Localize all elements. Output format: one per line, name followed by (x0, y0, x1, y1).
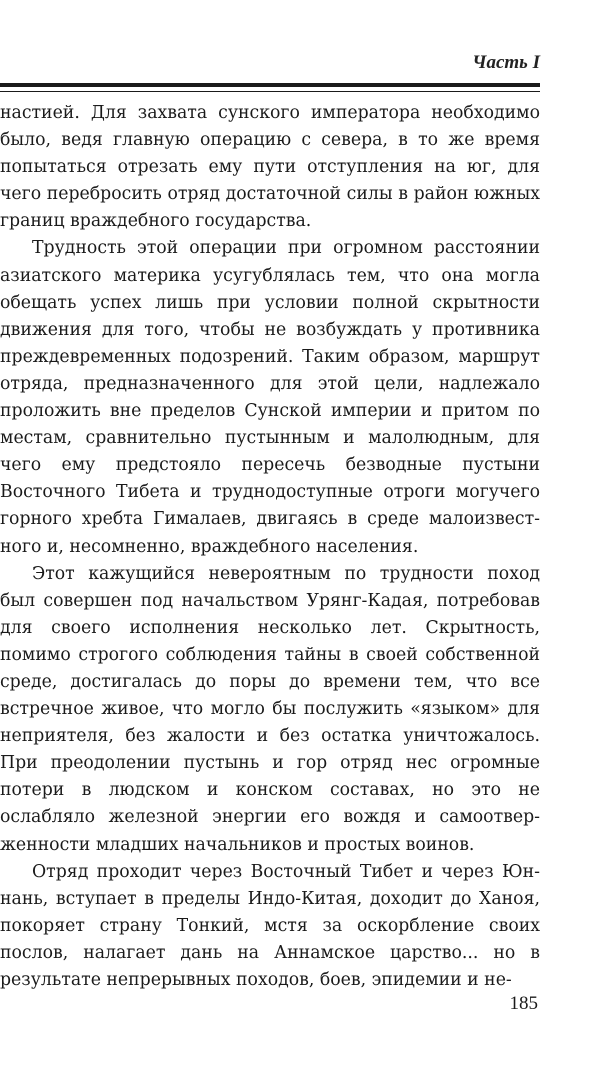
paragraph-4: Отряд проходит через Восточный Тибет и через Юннань, вступает в пределы Индо-Китая, доходит до Ханоя, покоряет страну Тонкий, мстя за оскорбление своих послов, налагает дань на Аннамское царство... но в результате непрерывных походов, боев, эпидемии и не- (0, 861, 540, 990)
header-rule-thick (0, 83, 540, 87)
header-rule-thin (0, 91, 540, 92)
text-body (0, 100, 540, 994)
paragraph-3: Этот кажущийся невероятным по трудности поход был совершен под начальством Урянг-Кадая, потребовав для своего исполнения несколько лет. Скрытность, помимо строгого соблюдения тайны в своей собственной среде, достигалась до поры до времени тем, что все встречное живое, что могло бы послужить «языком» для неприятеля, без жалости и без остатка уничтожалось. При преодолении пустынь и гор отряд нес огромные потери в людском и конском составах, но это не ослабляло железной энергии его вождя и самоотверженности младших начальников и простых воинов. (0, 563, 540, 855)
paragraph-2: Трудность этой операции при огромном расстоянии азиатского материка усугублялась тем, что она могла обещать успех лишь при условии полной скрытности движения для того, чтобы не возбуждать у противника преждевременных подозрений. Таким образом, маршрут отряда, предназначенного для этой цели, надлежало проложить вне пределов Сунской империи и притом по местам, сравнительно пустынным и малолюдным, для чего ему предстояло пересечь безводные пустыни Восточного Тибета и труднодоступные отроги могучего горного хребта Гималаев, двигаясь в среде малоизвестного и, несомненно, враждебного населения. (0, 238, 540, 557)
page-number: 185 (509, 993, 538, 1014)
running-head: Часть I (472, 52, 540, 73)
paragraph-1: настией. Для захвата сунского императора необходимо было, ведя главную операцию с севера, в то же время попытаться отрезать ему пути отступления на юг, для чего перебросить отряд достаточной силы в район южных границ враждебного государства. (0, 103, 540, 232)
